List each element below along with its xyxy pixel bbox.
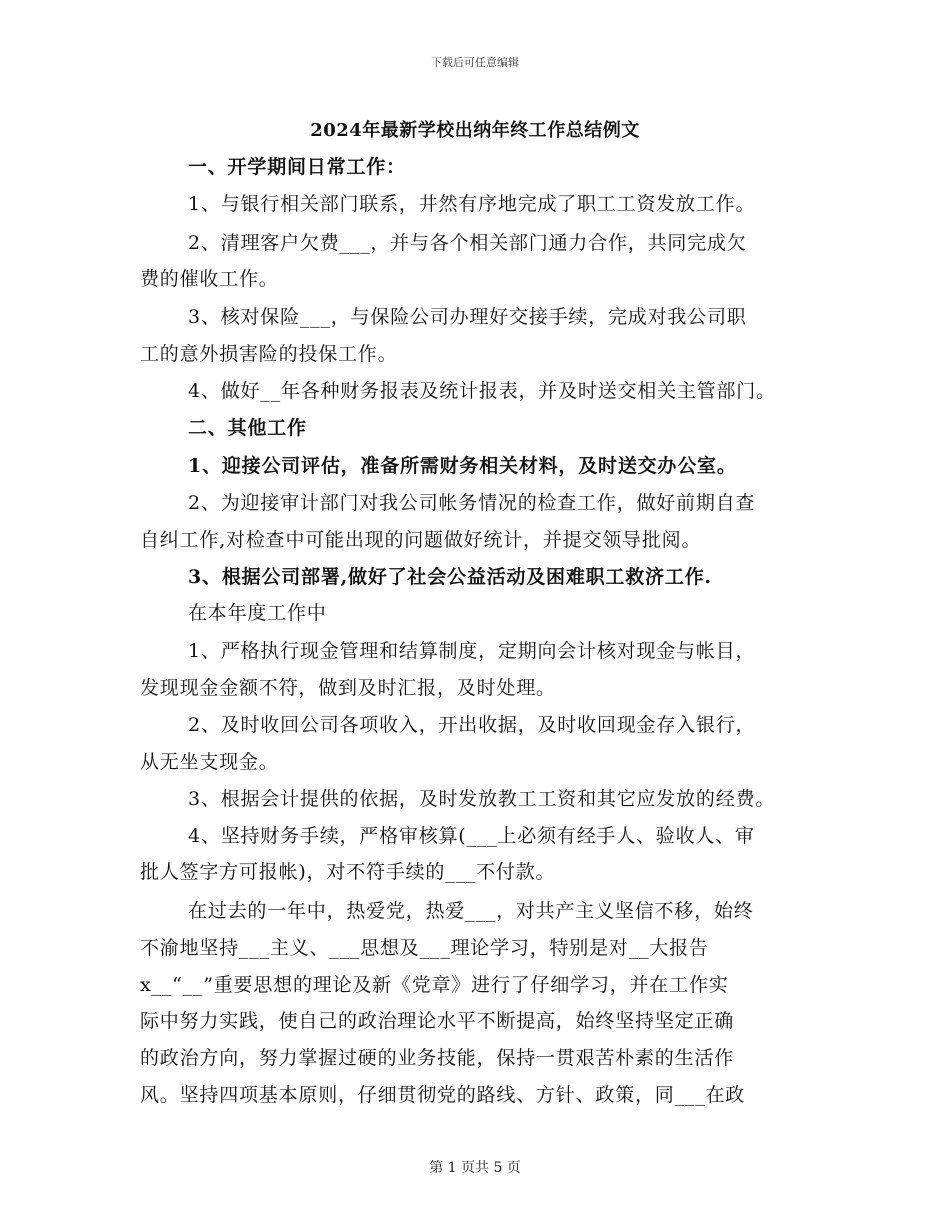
- paragraph-line: 发现现金金额不符，做到及时汇报，及时处理。: [140, 677, 556, 699]
- paragraph-line: 3、根据会计提供的依据，及时发放教工工资和其它应发放的经费。: [188, 788, 776, 810]
- paragraph-line: 批人签字方可报帐)，对不符手续的___不付款。: [140, 861, 556, 883]
- paragraph-line: 的政治方向，努力掌握过硬的业务技能，保持一贯艰苦朴素的生活作: [140, 1047, 735, 1069]
- paragraph-line: 际中努力实践，使自己的政治理论水平不断提高，始终坚持坚定正确: [140, 1010, 735, 1032]
- paragraph-line: 4、坚持财务手续，严格审核算(___上必须有经手人、验收人、审: [188, 825, 755, 847]
- section-heading-1: 一、开学期间日常工作：: [188, 156, 406, 178]
- paragraph-line: 风。坚持四项基本原则，仔细贯彻党的路线、方针、政策，同___在政: [140, 1084, 746, 1106]
- page-footer: 第 1 页共 5 页: [429, 1160, 521, 1176]
- paragraph-line: 从无坐支现金。: [140, 751, 279, 773]
- paragraph-line: 3、核对保险___，与保险公司办理好交接手续，完成对我公司职: [188, 306, 747, 328]
- paragraph-line: 2、及时收回公司各项收入，开出收据，及时收回现金存入银行，: [188, 714, 756, 736]
- paragraph-line: 3、根据公司部署,做好了社会公益活动及困难职工救济工作.: [188, 566, 712, 588]
- paragraph-line: x__“__”重要思想的理论及新《党章》进行了仔细学习，并在工作实: [140, 974, 729, 996]
- paragraph-line: 1、与银行相关部门联系，井然有序地完成了职工工资发放工作。: [188, 193, 756, 215]
- paragraph-line: 1、迎接公司评估，准备所需财务相关材料，及时送交办公室。: [188, 455, 737, 477]
- paragraph-line: 费的催收工作。: [140, 268, 279, 290]
- paragraph-line: 自纠工作,对检查中可能出现的问题做好统计，并提交领导批阅。: [140, 529, 702, 551]
- paragraph-line: 工的意外损害险的投保工作。: [140, 343, 398, 365]
- paragraph-line: 2、为迎接审计部门对我公司帐务情况的检查工作，做好前期自查: [188, 492, 756, 514]
- document-title: 2024年最新学校出纳年终工作总结例文: [310, 120, 640, 141]
- paragraph-line: 4、做好__年各种财务报表及统计报表，并及时送交相关主管部门。: [188, 380, 776, 402]
- paragraph-line: 2、清理客户欠费___，并与各个相关部门通力合作，共同完成欠: [188, 232, 747, 254]
- header-note: 下载后可任意编辑: [431, 56, 519, 69]
- paragraph-line: 在过去的一年中，热爱党，热爱___，对共产主义坚信不移，始终: [188, 900, 754, 922]
- paragraph-line: 1、严格执行现金管理和结算制度，定期向会计核对现金与帐目，: [188, 640, 756, 662]
- paragraph-line: 在本年度工作中: [188, 602, 327, 624]
- section-heading-2: 二、其他工作: [188, 417, 307, 439]
- paragraph-line: 不渝地坚持___主义、___思想及___理论学习，特别是对__大报告: [140, 937, 709, 959]
